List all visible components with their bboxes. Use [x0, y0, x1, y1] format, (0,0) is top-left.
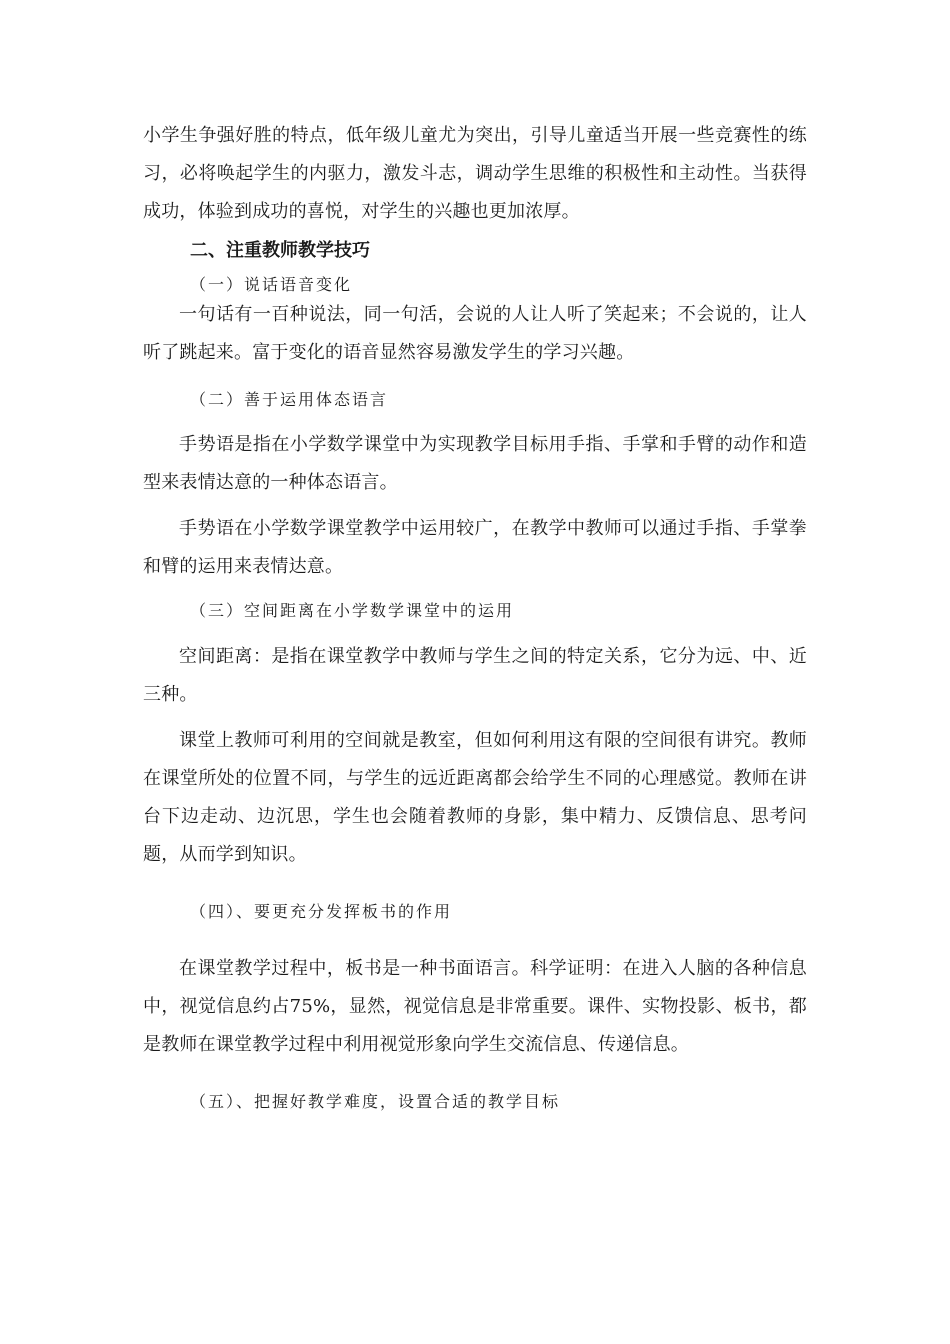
- subsection-4-heading: （四）、要更充分发挥板书的作用: [190, 902, 453, 921]
- subsection-1-heading: （一）说话语音变化: [190, 275, 353, 294]
- subsection-3-heading: （三）空间距离在小学数学课堂中的运用: [190, 601, 515, 620]
- subsection-2-heading: （二）善于运用体态语言: [190, 390, 389, 409]
- subsection-2-paragraph-1: 手势语是指在小学数学课堂中为实现教学目标用手指、手掌和手臂的动作和造型来表情达意的一种体态语言。: [143, 434, 807, 493]
- subsection-3-paragraph-2: 课堂上教师可利用的空间就是教室，但如何利用这有限的空间很有讲究。教师在课堂所处的位置不同，与学生的远近距离都会给学生不同的心理感觉。教师在讲台下边走动、边沉思，学生也会随着教师的身影，集中精力、反馈信息、思考问题，从而学到知识。: [143, 730, 807, 865]
- intro-paragraph: 小学生争强好胜的特点，低年级儿童尤为突出，引导儿童适当开展一些竞赛性的练习，必将唤起学生的内驱力，激发斗志，调动学生思维的积极性和主动性。当获得成功，体验到成功的喜悦，对学生的兴趣也更加浓厚。: [143, 125, 807, 222]
- subsection-1-paragraph: 一句话有一百种说法，同一句活，会说的人让人听了笑起来；不会说的，让人听了跳起来。富于变化的语音显然容易激发学生的学习兴趣。: [143, 304, 807, 363]
- section-two-heading: 二、注重教师教学技巧: [190, 240, 370, 261]
- subsection-3-paragraph-1: 空间距离：是指在课堂教学中教师与学生之间的特定关系，它分为远、中、近三种。: [143, 646, 807, 705]
- subsection-4-paragraph: 在课堂教学过程中，板书是一种书面语言。科学证明：在进入人脑的各种信息中，视觉信息约占75%，显然，视觉信息是非常重要。课件、实物投影、板书，都是教师在课堂教学过程中利用视觉形象向学生交流信息、传递信息。: [143, 958, 807, 1055]
- subsection-5-heading: （五）、把握好教学难度，设置合适的教学目标: [190, 1092, 561, 1111]
- subsection-2-paragraph-2: 手势语在小学数学课堂教学中运用较广，在教学中教师可以通过手指、手掌拳和臂的运用来表情达意。: [143, 518, 807, 577]
